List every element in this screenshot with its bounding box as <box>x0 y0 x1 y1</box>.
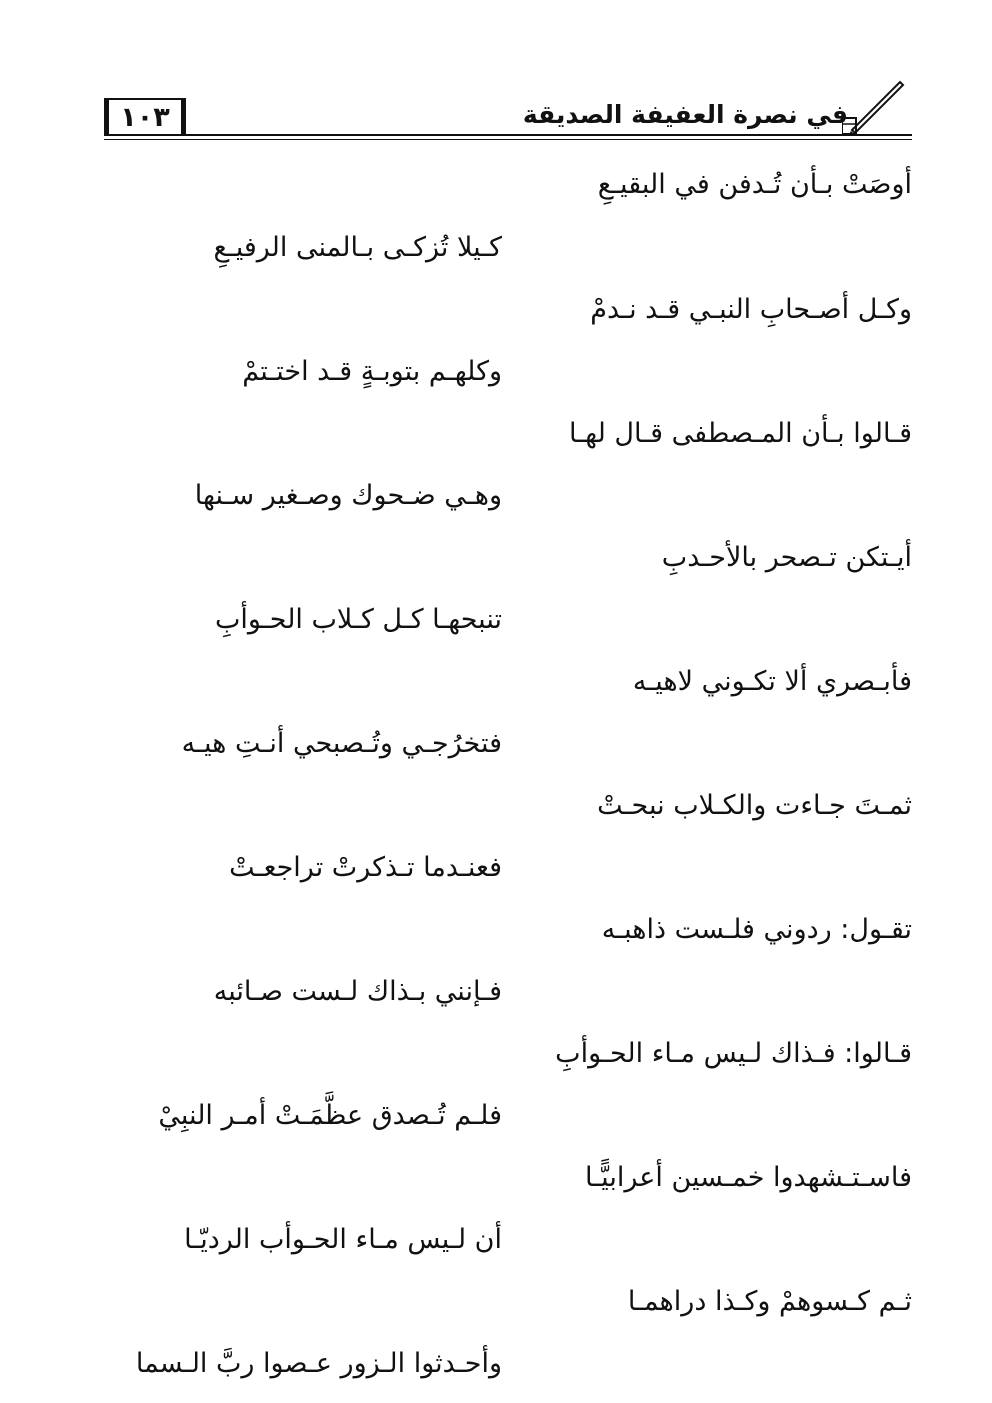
header-rule <box>104 134 912 136</box>
header-rule-thin <box>104 139 912 140</box>
verse-2-first: وكـل أصـحابِ النبـي قـد نـدمْ <box>590 294 912 325</box>
verse-6-second: فعنـدما تـذكرتْ تراجعـتْ <box>229 852 502 883</box>
verse-7-first: تقـول: ردوني فلـست ذاهبـه <box>601 914 912 945</box>
verse-9-first: فاسـتـشهدوا خمـسين أعرابيًّـا <box>585 1162 912 1193</box>
verse-4-first: أيـتكن تـصحر بالأحـدبِ <box>661 542 912 573</box>
verse-1-first: أوصَتْ بـأن تُـدفن في البقيـعِ <box>597 169 912 200</box>
verse-10-second: وأحـدثوا الـزور عـصوا ربَّ الـسما <box>135 1348 502 1379</box>
verse-8-first: قـالوا: فـذاك لـيس مـاء الحـوأبِ <box>555 1038 912 1069</box>
page-number: ١٠٣ <box>104 98 186 136</box>
verse-3-second: وهـي ضـحوك وصـغير سـنها <box>194 480 502 511</box>
verse-1-second: كـيلا تُزكـى بـالمنى الرفيـعِ <box>213 232 502 263</box>
verse-10-first: ثـم كـسوهمْ وكـذا دراهمـا <box>627 1286 912 1317</box>
verse-4-second: تنبحهـا كـل كـلاب الحـوأبِ <box>214 604 502 635</box>
verse-7-second: فـإنني بـذاك لـست صـائبه <box>213 976 502 1007</box>
book-title: في نصرة العفيفة الصديقة <box>522 100 848 129</box>
pen-inkwell-icon <box>842 78 912 138</box>
verse-5-second: فتخرُجـي وتُـصبحي أنـتِ هيـه <box>181 728 502 759</box>
verse-5-first: فأبـصري ألا تكـوني لاهيـه <box>632 666 912 697</box>
verse-2-second: وكلهـم بتوبـةٍ قـد اختـتمْ <box>242 356 502 387</box>
page-header <box>104 86 912 148</box>
verse-9-second: أن لـيس مـاء الحـوأب الرديّـا <box>184 1224 502 1255</box>
verse-6-first: ثمـتَ جـاءت والكـلاب نبحـتْ <box>597 790 912 821</box>
verse-3-first: قـالوا بـأن المـصطفى قـال لهـا <box>569 418 912 449</box>
verse-8-second: فلـم تُـصدق عظَّمَـتْ أمـر النبِيْ <box>158 1100 502 1131</box>
